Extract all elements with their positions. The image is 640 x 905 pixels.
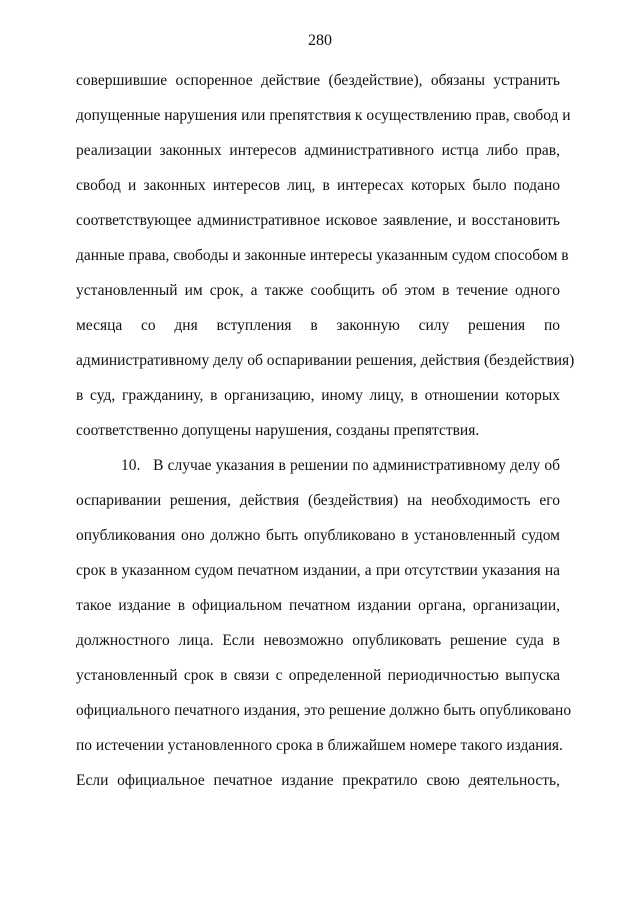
text-line: в суд, гражданину, в организацию, иному лицу, в отношении которых (76, 387, 560, 404)
text-line: Если официальное печатное издание прекратило свою деятельность, (76, 772, 560, 789)
text-line: соответствующее административное исковое заявление, и восстановить (76, 212, 560, 229)
text-line: по истечении установленного срока в ближайшем номере такого издания. (76, 737, 563, 754)
text-line: свобод и законных интересов лиц, в интересах которых было подано (76, 177, 560, 194)
text-line: такое издание в официальном печатном издании органа, организации, (76, 597, 560, 614)
text-line: установленный срок в связи с определенной периодичностью выпуска (76, 667, 560, 684)
text-line: официального печатного издания, это решение должно быть опубликовано (76, 702, 572, 719)
text-line: допущенные нарушения или препятствия к осуществлению прав, свобод и (76, 107, 571, 124)
text-line: реализации законных интересов административного истца либо прав, (76, 142, 560, 159)
text-span: В случае указания в решении по административному делу об (153, 457, 561, 474)
text-line: должностного лица. Если невозможно опубликовать решение суда в (76, 632, 560, 649)
text-line: соответственно допущены нарушения, созданы препятствия. (76, 422, 480, 439)
text-line: опубликования оно должно быть опубликовано в установленный судом (76, 527, 560, 544)
paragraph-10-first-line (121, 456, 560, 476)
text-line: совершившие оспоренное действие (бездействие), обязаны устранить (76, 72, 560, 89)
text-line: месяца со дня вступления в законную силу решения по (76, 317, 560, 334)
text-line: оспаривании решения, действия (бездействия) на необходимость его (76, 492, 560, 509)
page-number: 280 (308, 32, 332, 49)
text-line: административному делу об оспаривании решения, действия (бездействия) (76, 352, 575, 369)
text-line: данные права, свободы и законные интересы указанным судом способом в (76, 247, 569, 264)
text-line: срок в указанном судом печатном издании, а при отсутствии указания на (76, 562, 560, 579)
paragraph-number: 10. (121, 457, 141, 474)
text-line: установленный им срок, а также сообщить об этом в течение одного (76, 282, 560, 299)
